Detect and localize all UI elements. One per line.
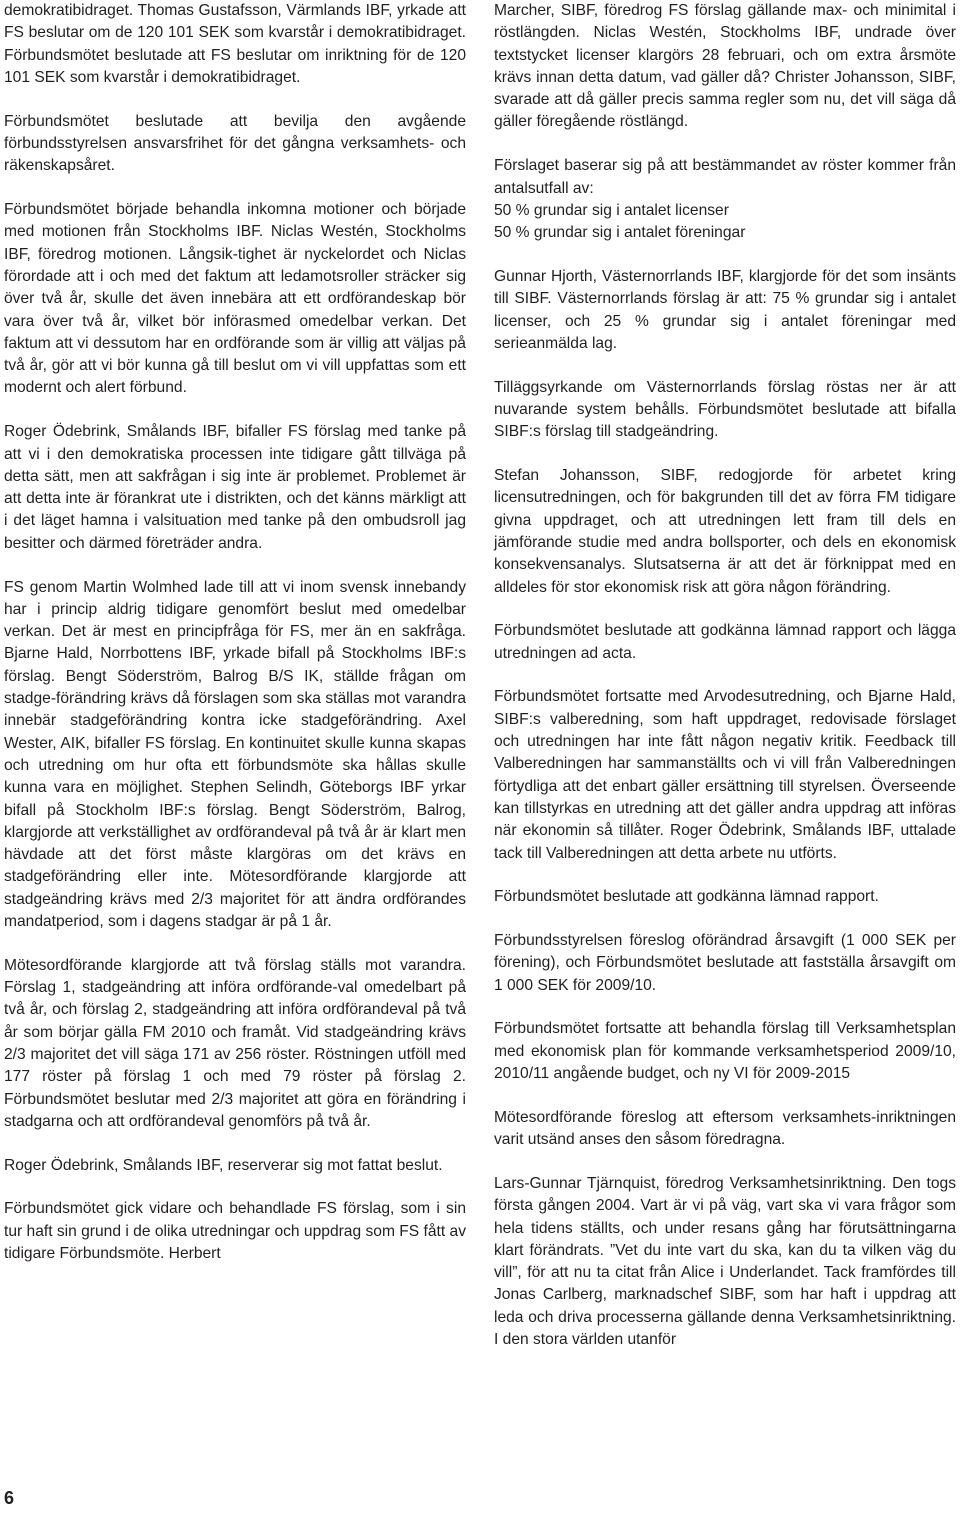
left-column [4,0,466,1287]
paragraph: Roger Ödebrink, Smålands IBF, bifaller FS förslag med tanke på att vi i den demokratiska processen inte tidigare gått tillväga på detta sätt, men att sakfrågan i sig inte är problemet. Problemet är att detta inte är förankrat ute i distrikten, och det känns märkligt att i det läget hamna i valsituation med tanke på den ombudsroll jag besitter och därmed företräder andra. [4,423,466,552]
paragraph: Mötesordförande föreslog att eftersom verksamhets-inriktningen varit utsänd anses den såsom föredragna. [494,1108,956,1149]
paragraph: Roger Ödebrink, Smålands IBF, reserverar sig mot fattat beslut. [4,1156,443,1174]
paragraph: Förbundsmötet beslutade att godkänna lämnad rapport och lägga utredningen ad acta. [494,622,956,662]
paragraph: Lars-Gunnar Tjärnquist, föredrog Verksamhetsinriktning. Den togs första gången 2004. Vart är vi på väg, vart ska vi vara frågor som hela tidens ställts, och under resans gång har förutsättningarna klart förändrats. ”Vet du inte vart du ska, kan du ta vilken väg du vill”, för att nu ta citat från Alice i Underlandet. Tack framfördes till Jonas Carlberg, marknadschef SIBF, som har haft i uppdrag att leda och driva processerna gällande denna Verksamhetsinriktning. I den stora världen utanför [494,1174,956,1349]
paragraph: Förslaget baserar sig på att bestämmandet av röster kommer från antalsutfall av: 50 % grundar sig i antalet licenser 50 % grundar sig i antalet föreningar [494,157,956,242]
page-number: 6 [4,1488,15,1508]
paragraph: Tilläggsyrkande om Västernorrlands förslag röstas ner är att nuvarande system behålls. Förbundsmötet beslutade att bifalla SIBF:s förslag till stadgeändring. [494,378,956,441]
paragraph: Förbundsmötet fortsatte med Arvodesutredning, och Bjarne Hald, SIBF:s valberedning, som haft uppdraget, redovisade förslaget och utredningen har inte fått någon negativ kritik. Feedback till Valberedningen har sammanställts och vi vill från Valberedningen förtydliga att det enbart gäller ersättning till styrelsen. Överseende kan tillstyrkas en utredning att det gäller andra uppdrag att införas när ekonomin så tillåter. Roger Ödebrink, Smålands IBF, uttalade tack till Valberedningen att detta arbete nu utförts. [494,688,956,862]
paragraph: Förbundsmötet beslutade att godkänna lämnad rapport. [494,888,879,906]
paragraph: Förbundsstyrelsen föreslog oförändrad årsavgift (1 000 SEK per förening), och Förbundsmötet beslutade att fastställa årsavgift om 1 000 SEK för 2009/10. [494,932,956,994]
paragraph: Marcher, SIBF, föredrog FS förslag gällande max- och minimital i röstlängden. Niclas Westén, Stockholms IBF, undrade över textstycket licenser klargörs 28 februari, och om extra årsmöte krävs innan detta datum, vad gäller då? Christer Johansson, SIBF, svarade att då gäller precis samma regler som nu, det vill säga då gäller föregående röstlängd. [494,2,956,131]
paragraph: Förbundsmötet gick vidare och behandlade FS förslag, som i sin tur haft sin grund i de olika utredningar och uppdrag som FS fått av tidigare Förbundsmöte. Herbert [4,1200,467,1263]
paragraph: demokratibidraget. Thomas Gustafsson, Värmlands IBF, yrkade att FS beslutar om de 120 101 SEK som kvarstår i demokratibidraget. Förbundsmötet beslutade att FS beslutar om inriktning för de 120 101 SEK som kvarstår i demokratibidraget. [4,2,466,86]
paragraph: Förbundsmötet började behandla inkomna motioner och började med motionen från Stockholms IBF. Niclas Westén, Stockholms IBF, föredrog motionen. Långsik-tighet är nyckelordet och Niclas förordade att i och med det faktum att ledamotsroller sträcker sig över två år, skulle det även innebära att ett ordförandeskap bör vara över två år, vilket bör införasmed omedelbar verkan. Det faktum att vi dessutom har en ordförande som är villig att väljas på två år, gör att vi bör kunna gå till beslut om vi vill uppfattas som ett modernt och alert förbund. [4,201,466,397]
paragraph: Gunnar Hjorth, Västernorrlands IBF, klargjorde för det som insänts till SIBF. Västernorrlands förslag är att: 75 % grundar sig i antalet licenser, och 25 % grundar sig i antalet föreningar med serieanmälda lag. [494,267,956,352]
paragraph: FS genom Martin Wolmhed lade till att vi inom svensk innebandy har i princip aldrig tidigare genomfört beslut med omedelbar verkan. Det är mest en principfråga för FS, mer än en sakfråga. Bjarne Hald, Norrbottens IBF, yrkade bifall på Stockholms IBF:s förslag. Bengt Söderström, Balrog B/S IK, ställde frågan om stadge-förändring krävs då förslagen som ska ställas mot varandra innebär stadgeförändring kontra icke stadgeförändring. Axel Wester, AIK, bifaller FS förslag. En kontinuitet skulle kunna skapas och utredning om hur ofta ett förbundsmöte ska hållas skulle kunna vara en möjlighet. Stephen Selindh, Göteborgs IBF yrkar bifall på Stockholm IBF:s förslag. Bengt Söderström, Balrog, klargjorde att verkställighet av ordförandeval på två år är klart men hävdade att det först måste klargöras om det krävs en stadgeförändring eller inte. Mötesordförande klargjorde att stadgeändring krävs med 2/3 majoritet för att ändra ordförandes mandatperiod, som i dagens stadgar är på 1 år. [4,578,466,930]
paragraph: Stefan Johansson, SIBF, redogjorde för arbetet kring licensutredningen, och för bakgrunden till det av förra FM tidigare givna uppdraget, och att utredningen lett fram till dels en jämförande studie med andra bollsporter, och dels en ekonomisk konsekvensanalys. Slutsatserna är att det är förknippat med en alldeles för stor ekonomisk risk att göra någon förändring. [494,467,956,596]
paragraph: Förbundsmötet beslutade att bevilja den avgående förbundsstyrelsen ansvarsfrihet för det gångna verksamhets- och räkenskapsåret. [4,112,466,175]
paragraph: Mötesordförande klargjorde att två förslag ställs mot varandra. Förslag 1, stadgeändring att införa ordförande-val omedelbart på två år, och förslag 2, stadgeändring att införa ordförandeval på två år som börjar gälla FM 2010 och framåt. Vid stadgeändring krävs 2/3 majoritet det vill säga 171 av 256 röster. Röstningen utföll med 177 röster på förslag 1 och med 79 röster på förslag 2. Förbundsmötet beslutar med 2/3 majoritet att göra en förändring i stadgarna och att ordförandeval genomförs på två år. [4,956,466,1130]
paragraph: Förbundsmötet fortsatte att behandla förslag till Verksamhetsplan med ekonomisk plan för kommande verksamhetsperiod 2009/10, 2010/11 angående budget, och ny VI för 2009-2015 [494,1020,956,1083]
right-column [494,0,956,1373]
